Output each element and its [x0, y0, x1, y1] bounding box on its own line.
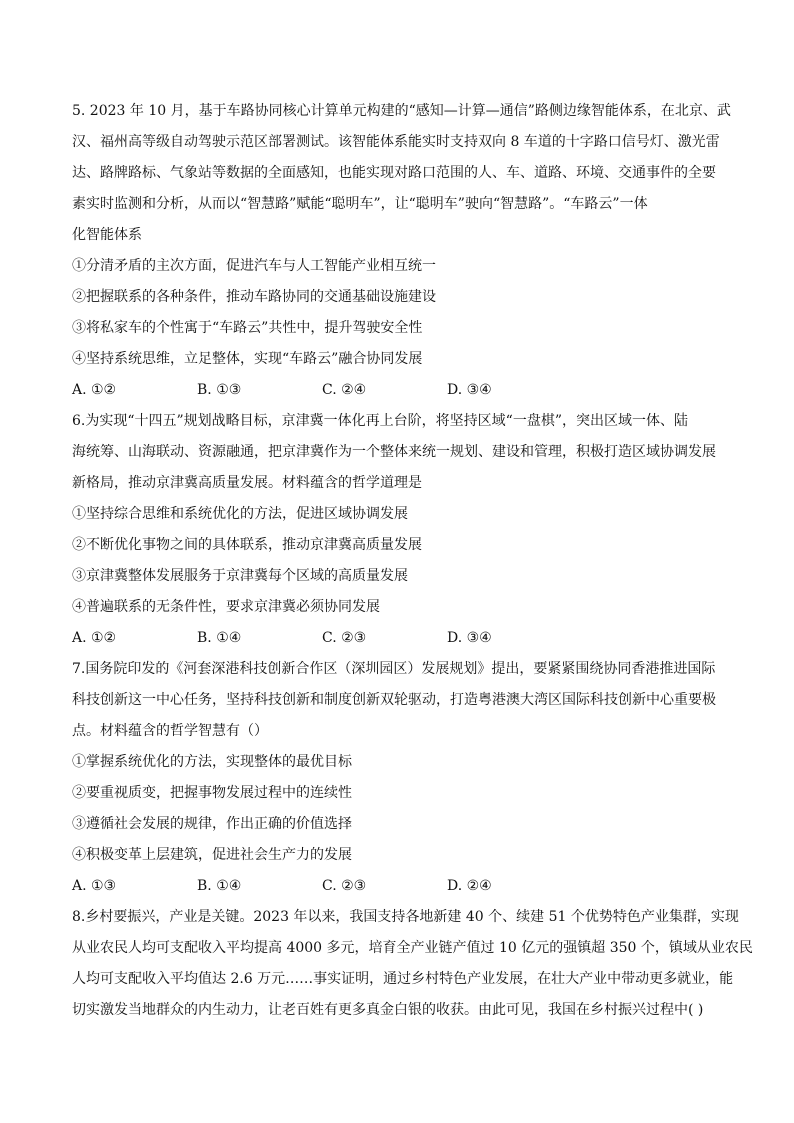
question-stem-line: 新格局，推动京津冀高质量发展。材料蕴含的哲学道理是 — [72, 475, 422, 491]
question-stem-line: 点。材料蕴含的哲学智慧有（） — [72, 723, 268, 739]
answer-option: D. ③④ — [447, 630, 492, 646]
statement-item: ④坚持系统思维，立足整体，实现“车路云”融合协同发展 — [72, 351, 423, 367]
question-stem-line: 科技创新这一中心任务，坚持科技创新和制度创新双轮驱动，打造粤港澳大湾区国际科技创新中心重要极 — [72, 692, 716, 708]
question-stem-line: 达、路牌路标、气象站等数据的全面感知，也能实现对路口范围的人、车、道路、环境、交通事件的全要 — [72, 165, 716, 181]
answer-option: D. ②④ — [447, 878, 492, 894]
answer-option: B. ①④ — [197, 878, 242, 894]
answer-option: A. ①② — [72, 382, 117, 398]
question-block — [72, 96, 731, 406]
question-stem-line: 7.国务院印发的《河套深港科技创新合作区（深圳园区）发展规划》提出，要紧紧围绕协同香港推进国际 — [72, 661, 716, 677]
question-stem-line: 8.乡村要振兴，产业是关键。2023 年以来，我国支持各地新建 40 个、续建 51 个优势特色产业集群，实现 — [72, 909, 739, 925]
answer-option: B. ①④ — [197, 630, 242, 646]
question-stem-line: 汉、福州高等级自动驾驶示范区部署测试。该智能体系能实时支持双向 8 车道的十字路口信号灯、激光雷 — [72, 134, 720, 150]
answer-option: C. ②④ — [322, 382, 367, 398]
statement-item: ②不断优化事物之间的具体联系，推动京津冀高质量发展 — [72, 537, 422, 553]
statement-item: ④普遍联系的无条件性，要求京津冀必须协同发展 — [72, 599, 380, 615]
question-stem-line: 6.为实现“十四五”规划战略目标，京津冀一体化再上台阶，将坚持区域“一盘棋”，突出区域一体、陆 — [72, 413, 688, 429]
statement-item: ①掌握系统优化的方法，实现整体的最优目标 — [72, 754, 352, 770]
statement-item: ②要重视质变，把握事物发展过程中的连续性 — [72, 785, 352, 801]
answer-options — [72, 375, 722, 406]
statement-item: ③遵循社会发展的规律，作出正确的价值选择 — [72, 816, 352, 832]
answer-option: D. ③④ — [447, 382, 492, 398]
question-stem-line: 切实激发当地群众的内生动力，让老百姓有更多真金白银的收获。由此可见，我国在乡村振兴过程中( ) — [72, 1002, 704, 1018]
question-block — [72, 902, 753, 1026]
statement-item: ④积极变革上层建筑，促进社会生产力的发展 — [72, 847, 352, 863]
statement-item: ③将私家车的个性寓于“车路云”共性中，提升驾驶安全性 — [72, 320, 423, 336]
answer-option: A. ①③ — [72, 878, 117, 894]
statement-item: ①坚持综合思维和系统优化的方法，促进区域协调发展 — [72, 506, 408, 522]
question-stem-line: 化智能体系 — [72, 227, 142, 243]
answer-option: C. ②③ — [322, 630, 367, 646]
answer-option: B. ①③ — [197, 382, 242, 398]
answer-options — [72, 623, 722, 654]
statement-item: ③京津冀整体发展服务于京津冀每个区域的高质量发展 — [72, 568, 408, 584]
question-stem-line: 5. 2023 年 10 月，基于车路协同核心计算单元构建的“感知—计算—通信”路侧边缘智能体系，在北京、武 — [72, 103, 731, 119]
answer-option: A. ①② — [72, 630, 117, 646]
question-stem-line: 人均可支配收入平均值达 2.6 万元……事实证明，通过乡村特色产业发展，在壮大产业中带动更多就业，能 — [72, 971, 734, 987]
question-stem-line: 海统筹、山海联动、资源融通，把京津冀作为一个整体来统一规划、建设和管理，积极打造区域协调发展 — [72, 444, 716, 460]
statement-item: ①分清矛盾的主次方面，促进汽车与人工智能产业相互统一 — [72, 258, 436, 274]
question-block — [72, 654, 722, 902]
answer-option: C. ②③ — [322, 878, 367, 894]
answer-options — [72, 871, 722, 902]
question-block — [72, 406, 722, 654]
question-list — [72, 96, 753, 1026]
statement-item: ②把握联系的各种条件，推动车路协同的交通基础设施建设 — [72, 289, 436, 305]
question-stem-line: 从业农民人均可支配收入平均提高 4000 多元，培育全产业链产值过 10 亿元的强镇超 350 个，镇域从业农民 — [72, 940, 753, 956]
question-stem-line: 素实时监测和分析，从而以“智慧路”赋能“聪明车”，让“聪明车”驶向“智慧路”。“车路云”一体 — [72, 196, 648, 212]
